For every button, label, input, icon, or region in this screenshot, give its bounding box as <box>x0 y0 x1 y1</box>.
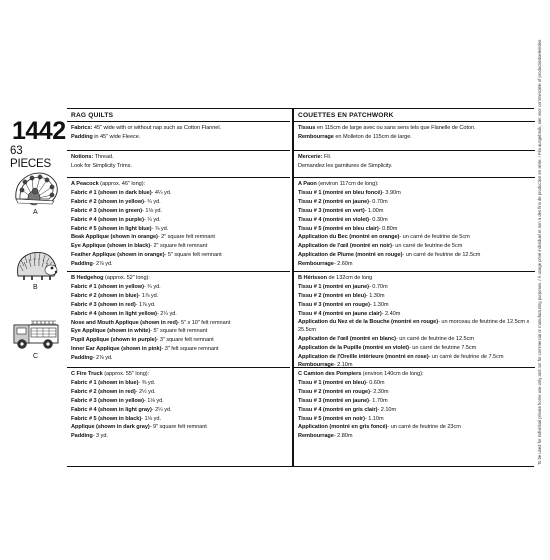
french-view-c-list <box>298 379 535 441</box>
english-notions-section: Notions: Thread. Look for Simplicity Trims. <box>67 151 290 178</box>
yardage-chart <box>67 108 534 467</box>
item-label: Application de la Pupille (montré en violet) <box>298 344 409 351</box>
item-label: Tissu # 3 (montré en jaune) <box>298 397 369 404</box>
item-value: - un carré de feutrine de 5cm <box>399 234 470 241</box>
item-value: - 1.10m <box>364 415 384 422</box>
item-value: - 1.70m <box>368 397 388 404</box>
item-label: Tissu # 2 (montré en rouge) <box>298 388 370 395</box>
french-column <box>293 109 535 466</box>
peacock-quilt-icon <box>12 169 60 209</box>
list-item <box>71 216 290 225</box>
item-value: - 2½ yd. <box>135 388 156 395</box>
list-item <box>71 198 290 207</box>
list-item <box>298 397 535 406</box>
item-label: Padding <box>71 355 93 362</box>
item-value: - un carré de feutrine de 12.5cm <box>402 252 481 259</box>
item-value: - 2" square felt remnant <box>157 234 215 241</box>
list-item <box>298 225 535 234</box>
item-value: - 9" square felt remnant <box>149 424 207 431</box>
view-b-label: B <box>33 284 38 291</box>
english-view-c-list <box>71 379 290 441</box>
item-label: Application du Bec (montré en orange) <box>298 234 400 241</box>
item-value: - 0.70m <box>368 283 388 290</box>
list-item <box>71 251 290 260</box>
item-value: - 3" felt square remnant <box>161 346 219 353</box>
item-label: Fabric # 1 (shown in dark blue) <box>71 189 152 196</box>
item-label: Fabric # 2 (shown in red) <box>71 388 136 395</box>
pattern-pieces: 63 PIECES <box>10 145 51 170</box>
list-item <box>298 242 535 251</box>
list-item <box>71 233 290 242</box>
list-item <box>71 354 290 363</box>
list-item <box>298 251 535 260</box>
item-value: - 1⅛ yd. <box>143 397 164 404</box>
item-value: - 5" square felt remnant <box>150 328 208 335</box>
french-view-b-list <box>298 283 535 319</box>
french-view-a-list <box>298 189 535 269</box>
item-label: Tissu # 2 (montré en jaune) <box>298 198 369 205</box>
list-item <box>298 423 535 432</box>
item-value: - un carré de feutrine de 12.5cm <box>395 335 474 342</box>
list-item <box>71 423 290 432</box>
list-item <box>298 388 535 397</box>
item-value: - 2.40m <box>381 310 401 317</box>
french-tissus-section: Tissus en 115cm de large avec ou sans sens tels que Flanelle de Coton. Rembourrage en Molleton de 115cm de large. <box>294 122 535 151</box>
item-label: Fabric # 4 (shown in light yellow) <box>71 310 157 317</box>
item-value: - 2⅞ yd. <box>92 355 113 362</box>
list-item <box>298 207 535 216</box>
item-label: Pupil Applique (shown in purple) <box>71 337 157 344</box>
list-item <box>71 415 290 424</box>
item-label: Tissu # 1 (montré en bleu) <box>298 379 366 386</box>
item-label: Application de l'œil (montré en noir) <box>298 243 392 250</box>
list-item <box>71 301 290 310</box>
item-value: - 0.30m <box>368 216 388 223</box>
list-item <box>71 379 290 388</box>
pattern-envelope-back <box>6 108 538 465</box>
item-label: Feather Applique (shown in orange) <box>71 252 165 259</box>
item-label: Eye Applique (shown in black) <box>71 243 151 250</box>
item-label: Tissu # 5 (montré en bleu clair) <box>298 225 379 232</box>
french-heading: COUETTES EN PATCHWORK <box>294 109 535 122</box>
item-label: Tissu # 3 (montré en rouge) <box>298 301 370 308</box>
item-value: - 1⅞ yd. <box>138 292 159 299</box>
list-item <box>298 283 535 292</box>
list-item <box>71 242 290 251</box>
item-label: Tissu # 3 (montré en vert) <box>298 207 365 214</box>
list-item <box>298 432 535 441</box>
item-label: Rembourrage <box>298 362 334 369</box>
item-label: Fabric # 2 (shown in yellow) <box>71 198 144 205</box>
list-item <box>298 406 535 415</box>
item-label: Fabric # 3 (shown in green) <box>71 207 143 214</box>
item-value: - 0.80m <box>378 225 398 232</box>
item-label: Applique (shown in dark gray) <box>71 424 150 431</box>
item-value: - 3 yd. <box>92 433 108 440</box>
item-value: - 5" x 10" felt remnant <box>177 319 231 326</box>
list-item <box>71 292 290 301</box>
item-label: Application de l'œil (montré en blanc) <box>298 335 396 342</box>
item-label: Fabric # 4 (shown in purple) <box>71 216 144 223</box>
view-c-fire-truck-illustration <box>12 313 60 360</box>
pattern-number: 1442 <box>12 117 66 145</box>
item-label: Beak Applique (shown in orange) <box>71 234 158 241</box>
view-a-label: A <box>33 209 38 216</box>
item-label: Tissu # 4 (montré en jaune clair) <box>298 310 382 317</box>
list-item <box>298 233 535 242</box>
english-heading: RAG QUILTS <box>67 109 290 122</box>
english-column <box>67 109 290 466</box>
english-view-a-list <box>71 189 290 269</box>
item-value: - ¾ yd. <box>143 198 161 205</box>
view-c-label: C <box>33 353 39 360</box>
list-item <box>298 189 535 198</box>
item-label: Tissu # 4 (montré en gris clair) <box>298 406 378 413</box>
list-item <box>298 292 535 301</box>
list-item <box>298 415 535 424</box>
english-view-c-section: C Fire Truck (approx. 55" long): Fabric # 1 (shown in blue)- ⅜ yd. Fabric # 2 (shown in red)- 2½ yd. Fabric # 3 (shown in yellow)- 1⅛ yd. Fabric # 4 (shown in light gray)- 2¼ yd. Fabric # 5 (shown in black)- 1⅛ yd. Applique (shown in dark gray)- 9" square felt remnant Padding- 3 yd. <box>67 368 290 466</box>
item-label: Fabric # 1 (shown in blue) <box>71 379 139 386</box>
list-item <box>71 397 290 406</box>
item-value: - 2.60m <box>333 261 353 268</box>
item-label: Fabric # 3 (shown in red) <box>71 301 136 308</box>
item-label: Rembourrage <box>298 433 334 440</box>
list-item <box>71 189 290 198</box>
item-value: - ¼ yd. <box>143 216 161 223</box>
english-view-b-section: B Hedgehog (approx. 52" long): Fabric # 1 (shown in yellow)- ¾ yd. Fabric # 2 (shown in blue)- 1⅞ yd. Fabric # 3 (shown in red)- 1⅞ yd. Fabric # 4 (shown in light yellow)- 2¼ yd. Nose and Mouth Applique (shown in red)- 5" x 10" felt remnant Eye Applique (shown in white)- 5" square felt remnant Pupil Applique (shown in purple)- 3" square felt remnant Inner Ear Applique (shown in pink)- 3" felt square remnant Padding- 2⅞ yd. <box>67 272 290 368</box>
item-value: - un carré de feutrine de 5cm <box>391 243 463 250</box>
item-value: - 1⅛ yd. <box>142 207 162 214</box>
english-fabrics-section: Fabrics: 45" wide with or without nap such as Cotton Flannel. Padding in 45" wide Fleece. <box>67 122 290 151</box>
item-value: - 3.90m <box>382 189 401 196</box>
item-label: Fabric # 5 (shown in light blue) <box>71 225 152 232</box>
list-item <box>298 260 535 269</box>
item-value: - 2.10m <box>333 362 353 369</box>
item-label: Fabric # 5 (shown in black) <box>71 415 142 422</box>
item-value: - ¾ yd. <box>143 283 161 290</box>
item-value: - 2¼ yd. <box>156 310 177 317</box>
item-label: Eye Applique (shown in white) <box>71 328 151 335</box>
item-value: - 1⅛ yd. <box>141 415 161 422</box>
french-mercerie-section: Mercerie: Fil. Demandez les garnitures de Simplicity. <box>294 151 535 178</box>
list-item <box>298 335 535 344</box>
view-a-peacock-illustration <box>12 169 60 216</box>
item-value: - ⅜ yd. <box>138 379 156 386</box>
item-value: - 2⅞ yd. <box>92 261 113 268</box>
fire-truck-quilt-icon <box>12 313 60 351</box>
item-value: - 2" square felt remnant <box>150 243 208 250</box>
list-item <box>298 310 535 319</box>
item-label: Application de Plume (montré en rouge) <box>298 252 403 259</box>
item-label: Tissu # 5 (montré en noir) <box>298 415 365 422</box>
pattern-summary <box>6 108 66 465</box>
item-label: Tissu # 4 (montré en violet) <box>298 216 369 223</box>
hedgehog-quilt-icon <box>12 248 60 282</box>
item-label: Tissu # 1 (montré en jaune) <box>298 283 369 290</box>
list-item <box>71 225 290 234</box>
item-value: - 2¼ yd. <box>151 406 172 413</box>
item-value: - 2.30m <box>369 388 389 395</box>
view-b-hedgehog-illustration <box>12 248 60 291</box>
item-label: Inner Ear Applique (shown in pink) <box>71 346 162 353</box>
item-value: - 1.00m <box>364 207 384 214</box>
list-item <box>298 353 535 362</box>
item-value: - 1.30m <box>369 301 389 308</box>
item-label: Application de l'Oreille intérieure (montré en rose) <box>298 353 429 360</box>
item-value: - un carré de feutrine 7.5cm <box>408 344 477 351</box>
usage-disclaimer-vertical: To be used for individual private home use only and not for commercial or manufacturing purposes. / À usage privé individuel et non à des fins de production en série. / Fila ausgebruik, niet voor commerciële of productiedoeleinden. <box>537 38 542 465</box>
item-label: Padding <box>71 261 93 268</box>
list-item <box>71 336 290 345</box>
item-label: Application (montré en gris foncé) <box>298 424 388 431</box>
item-value: - un carré de feutrine de 7.5cm <box>428 353 504 360</box>
list-item <box>298 198 535 207</box>
item-value: - 1⅞ yd. <box>135 301 156 308</box>
french-nez-item: Application du Nez et de la Bouche (montré en rouge)- un morceau de feutrine de 12.5cm x 25.5cm <box>298 319 530 333</box>
item-value: - un carré de feutrine de 23cm <box>387 424 461 431</box>
item-value: - 0.60m <box>365 379 385 386</box>
list-item <box>71 388 290 397</box>
item-value: - 2.10m <box>377 406 397 413</box>
item-label: Nose and Mouth Applique (shown in red) <box>71 319 178 326</box>
item-label: Tissu # 2 (montré en bleu) <box>298 292 366 299</box>
list-item <box>71 432 290 441</box>
item-label: Fabric # 1 (shown in yellow) <box>71 283 144 290</box>
item-label: Fabric # 3 (shown in yellow) <box>71 397 144 404</box>
item-label: Padding <box>71 433 93 440</box>
list-item <box>71 327 290 336</box>
list-item <box>298 379 535 388</box>
list-item <box>71 310 290 319</box>
item-value: - 4¼ yd. <box>151 189 172 196</box>
item-value: - 3" square felt remnant <box>156 337 214 344</box>
list-item <box>298 344 535 353</box>
french-view-c-section: C Camion des Pompiers (environ 140cm de long): Tissu # 1 (montré en bleu)- 0.60m Tissu # 2 (montré en rouge)- 2.30m Tissu # 3 (montré en jaune)- 1.70m Tissu # 4 (montré en gris clair)- 2.10m Tissu # 5 (montré en noir)- 1.10m Application (montré en gris foncé)- un carré de feutrine de 23cm Rembourrage- 2.80m <box>294 368 535 466</box>
item-label: Fabric # 4 (shown in light gray) <box>71 406 152 413</box>
item-value: - 5" square felt remnant <box>164 252 222 259</box>
french-view-b-section: B Hérisson de 132cm de long Tissu # 1 (montré en jaune)- 0.70m Tissu # 2 (montré en bleu)- 1.30m Tissu # 3 (montré en rouge)- 1.30m Tissu # 4 (montré en jaune clair)- 2.40m Application du Nez et de la Bouche (montré en rouge)- un morceau de feutrine de 12.5cm x 25.5cm Application de l'œil (montré en blanc)- un carré de feutrine de 12.5cm Application de la Pupille (montré en violet)- un carré de feutrine 7.5cm Application de l'Oreille intérieure (montré en rose)- un carré de feutrine de 7.5cm Rembourrage- 2.10m <box>294 272 535 368</box>
list-item <box>71 406 290 415</box>
list-item <box>71 207 290 216</box>
english-view-a-section: A Peacock (approx. 46" long): Fabric # 1 (shown in dark blue)- 4¼ yd. Fabric # 2 (shown in yellow)- ¾ yd. Fabric # 3 (shown in green)- 1⅛ yd. Fabric # 4 (shown in purple)- ¼ yd. Fabric # 5 (shown in light blue)- ⅞ yd. Beak Applique (shown in orange)- 2" square felt remnant Eye Applique (shown in black)- 2" square felt remnant Feather Applique (shown in orange)- 5" square felt remnant Padding- 2⅞ yd. <box>67 178 290 272</box>
item-value: - 2.80m <box>333 433 353 440</box>
list-item <box>71 319 290 328</box>
list-item <box>71 345 290 354</box>
list-item <box>298 216 535 225</box>
item-value: - ⅞ yd. <box>151 225 169 232</box>
item-label: Fabric # 2 (shown in blue) <box>71 292 139 299</box>
item-value: - 0.70m <box>368 198 388 205</box>
english-view-b-list <box>71 283 290 363</box>
french-view-b-list-2 <box>298 335 535 371</box>
item-label: Tissu # 1 (montré en bleu foncé) <box>298 189 383 196</box>
list-item <box>298 301 535 310</box>
item-label: Rembourrage <box>298 261 334 268</box>
item-value: - 1.30m <box>365 292 385 299</box>
list-item <box>71 260 290 269</box>
list-item <box>71 283 290 292</box>
french-view-a-section: A Paon (environ 117cm de long): Tissu # 1 (montré en bleu foncé)- 3.90m Tissu # 2 (montré en jaune)- 0.70m Tissu # 3 (montré en vert)- 1.00m Tissu # 4 (montré en violet)- 0.30m Tissu # 5 (montré en bleu clair)- 0.80m Application du Bec (montré en orange)- un carré de feutrine de 5cm Application de l'œil (montré en noir)- un carré de feutrine de 5cm Application de Plume (montré en rouge)- un carré de feutrine de 12.5cm Rembourrage- 2.60m <box>294 178 535 272</box>
